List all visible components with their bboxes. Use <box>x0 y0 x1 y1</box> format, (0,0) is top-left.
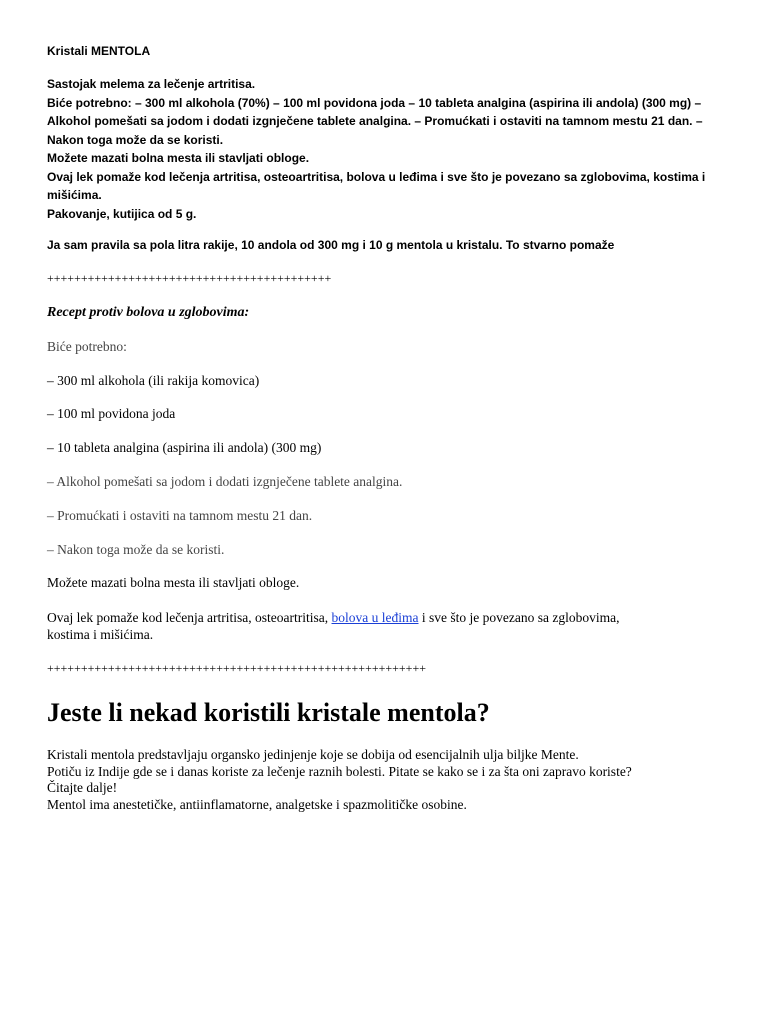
ingredient-item: – 300 ml alkohola (ili rakija komovica) <box>47 373 260 388</box>
section-heading: Jeste li nekad koristili kristale mentola? <box>47 698 490 727</box>
divider-plus-1: ++++++++++++++++++++++++++++++++++++++++++ <box>47 271 332 285</box>
divider-plus-2: ++++++++++++++++++++++++++++++++++++++++++++++++++++++++ <box>47 661 426 675</box>
section-line: Kristali mentola predstavljaju organsko jedinjenje koje se dobija od esencijalnih ulja biljke Mente. <box>47 747 579 762</box>
intro-paragraph <box>47 75 705 223</box>
section-body <box>47 747 632 813</box>
ingredient-item: – 100 ml povidona joda <box>47 406 176 421</box>
section-line: Čitajte dalje! <box>47 780 118 795</box>
section-line: Mentol ima anestetičke, antiinflamatorne, analgetske i spazmolitičke osobine. <box>47 796 467 812</box>
intro-line: Pakovanje, kutijica od 5 g. <box>47 206 197 221</box>
back-pain-link[interactable]: bolova u leđima <box>331 610 419 625</box>
recipe-effect-paragraph <box>47 610 619 643</box>
intro-line: Biće potrebno: – 300 ml alkohola (70%) – 100 ml povidona joda – 10 tableta analgina (aspirina ili andola) (300 mg) – <box>47 95 702 110</box>
recipe-step: – Alkohol pomešati sa jodom i dodati izgnječene tablete analgina. <box>47 474 403 489</box>
intro-line: Možete mazati bolna mesta ili stavljati obloge. <box>47 151 310 165</box>
recipe-needed-label: Biće potrebno: <box>47 339 127 354</box>
section-line: Potiču iz Indije gde se i danas koriste za lečenje raznih bolesti. Pitate se kako se i za šta oni zapravo koriste? <box>47 763 632 779</box>
intro-line: mišićima. <box>47 188 102 202</box>
intro-line: Sastojak melema za lečenje artritisa. <box>47 77 256 91</box>
effect-line: kostima i mišićima. <box>47 626 154 642</box>
doc-title: Kristali MENTOLA <box>47 44 151 58</box>
intro-line: Alkohol pomešati sa jodom i dodati izgnječene tablete analgina. – Promućkati i ostaviti na tamnom mestu 21 dan. – <box>47 114 703 128</box>
ingredient-item: – 10 tableta analgina (aspirina ili andola) (300 mg) <box>47 440 322 455</box>
recipe-heading: Recept protiv bolova u zglobovima: <box>47 305 250 320</box>
recipe-step: – Promućkati i ostaviti na tamnom mestu 21 dan. <box>47 508 313 523</box>
recipe-apply-text: Možete mazati bolna mesta ili stavljati obloge. <box>47 575 300 590</box>
effect-line <box>47 610 619 627</box>
author-note: Ja sam pravila sa pola litra rakije, 10 andola od 300 mg i 10 g mentola u kristalu. To stvarno pomaže <box>47 238 615 252</box>
intro-line: Ovaj lek pomaže kod lečenja artritisa, osteoartritisa, bolova u leđima i sve što je povezano sa zglobovima, kostima i <box>47 169 706 184</box>
effect-text-before: Ovaj lek pomaže kod lečenja artritisa, osteoartritisa, <box>47 610 332 625</box>
recipe-step: – Nakon toga može da se koristi. <box>47 542 225 557</box>
effect-text-after: i sve što je povezano sa zglobovima, <box>418 610 620 625</box>
intro-line: Nakon toga može da se koristi. <box>47 132 224 147</box>
